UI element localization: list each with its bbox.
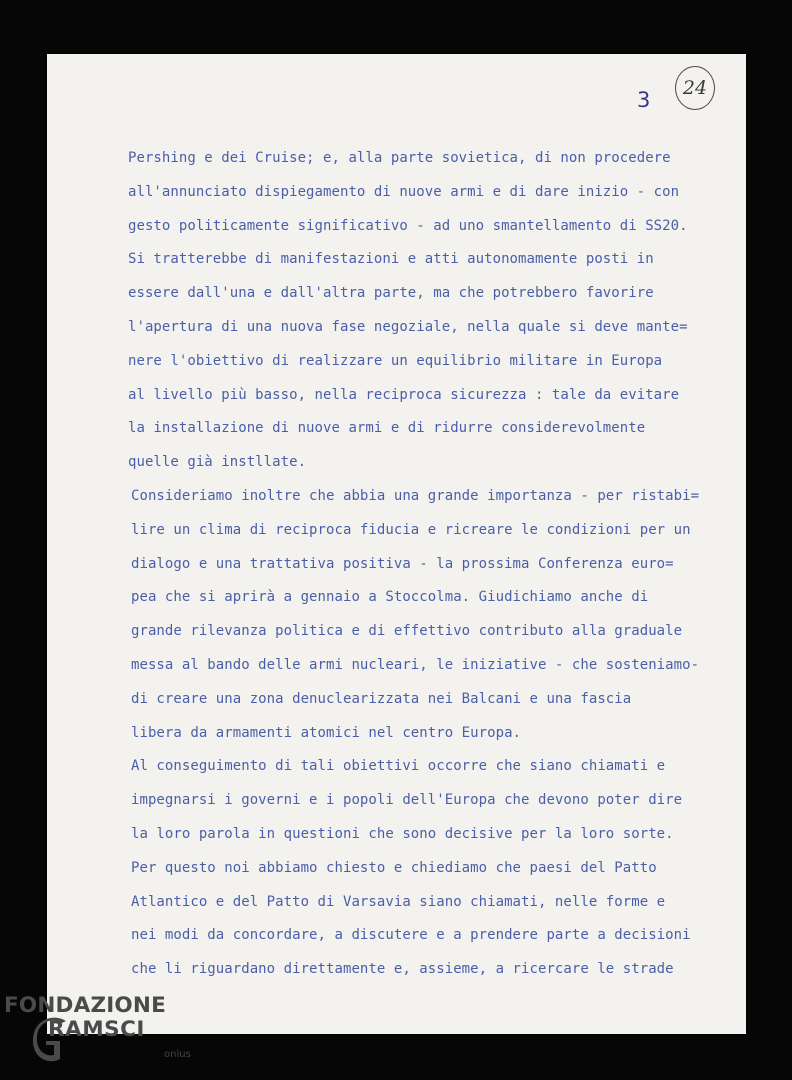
page-number: 3 bbox=[637, 88, 651, 112]
text-line: nei modi da concordare, a discutere e a prendere parte a decisioni bbox=[131, 927, 691, 944]
text-line: messa al bando delle armi nucleari, le iniziative - che sosteniamo- bbox=[131, 656, 700, 673]
document-body bbox=[128, 146, 718, 991]
text-line: la installazione di nuove armi e di ridurre considerevolmente bbox=[128, 420, 646, 437]
text-line: Si tratterebbe di manifestazioni e atti autonomamente posti in bbox=[128, 251, 654, 268]
archive-number-stamp bbox=[675, 66, 715, 110]
text-line: essere dall'una e dall'altra parte, ma che potrebbero favorire bbox=[128, 285, 654, 302]
text-line: all'annunciato dispiegamento di nuove armi e di dare inizio - con bbox=[128, 183, 680, 200]
text-line: che li riguardano direttamente e, assieme, a ricercare le strade bbox=[131, 961, 674, 978]
text-line: la loro parola in questioni che sono decisive per la loro sorte. bbox=[131, 825, 674, 842]
text-line: dialogo e una trattativa positiva - la prossima Conferenza euro= bbox=[131, 555, 674, 572]
text-line: Pershing e dei Cruise; e, alla parte sovietica, di non procedere bbox=[128, 150, 671, 166]
text-line: impegnarsi i governi e i popoli dell'Europa che devono poter dire bbox=[131, 792, 683, 809]
text-line: lire un clima di reciproca fiducia e ricreare le condizioni per un bbox=[131, 521, 691, 538]
text-line: Consideriamo inoltre che abbia una grande importanza - per ristabi= bbox=[131, 487, 700, 504]
text-line: gesto politicamente significativo - ad uno smantellamento di SS20. bbox=[128, 217, 688, 234]
text-line: grande rilevanza politica e di effettivo contributo alla graduale bbox=[131, 623, 683, 640]
text-line: l'apertura di una nuova fase negoziale, nella quale si deve mante= bbox=[128, 318, 688, 335]
text-line: nere l'obiettivo di realizzare un equilibrio militare in Europa bbox=[128, 352, 663, 369]
text-line: di creare una zona denuclearizzata nei Balcani e una fascia bbox=[131, 690, 632, 707]
fondazione-gramsci-watermark bbox=[4, 993, 204, 1068]
text-line: Atlantico e del Patto di Varsavia siano chiamati, nelle forme e bbox=[131, 893, 666, 910]
text-line: Per questo noi abbiamo chiesto e chiediamo che paesi del Patto bbox=[131, 859, 657, 876]
watermark-line-3: onlus bbox=[164, 1049, 191, 1060]
text-line: pea che si aprirà a gennaio a Stoccolma. Giudichiamo anche di bbox=[131, 589, 649, 606]
watermark-line-1: FONDAZIONE bbox=[4, 993, 166, 1018]
watermark-line-2: RAMSCI bbox=[48, 1017, 145, 1042]
text-line: Al conseguimento di tali obiettivi occorre che siano chiamati e bbox=[131, 758, 666, 775]
text-line: libera da armamenti atomici nel centro Europa. bbox=[131, 724, 522, 741]
archive-number: 24 bbox=[682, 77, 708, 99]
text-line: al livello più basso, nella reciproca sicurezza : tale da evitare bbox=[128, 386, 680, 403]
text-line: quelle già instllate. bbox=[128, 454, 307, 471]
